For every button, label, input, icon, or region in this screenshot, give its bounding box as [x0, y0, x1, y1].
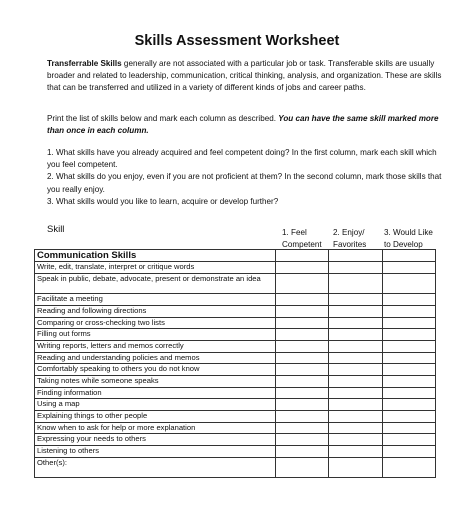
intro-bold-lead: Transferrable Skills [47, 59, 122, 68]
skill-label: Taking notes while someone speaks [35, 376, 276, 388]
checkbox-cell[interactable] [276, 446, 329, 458]
table-row [35, 399, 436, 411]
checkbox-cell[interactable] [382, 387, 435, 399]
checkbox-cell[interactable] [382, 294, 435, 306]
table-row [35, 305, 436, 317]
column-header-line: Competent [282, 239, 322, 249]
step-3: 3. What skills would you like to learn, acquire or develop further? [47, 196, 279, 206]
skill-label: Other(s): [35, 457, 276, 477]
checkbox-cell[interactable] [276, 434, 329, 446]
checkbox-cell[interactable] [276, 305, 329, 317]
checkbox-cell[interactable] [276, 294, 329, 306]
skill-column-header: Skill [47, 224, 65, 235]
instruction-paragraph [47, 113, 447, 137]
column-header-line: to Develop [384, 239, 423, 249]
table-row [35, 446, 436, 458]
skill-label: Listening to others [35, 446, 276, 458]
steps-list [47, 147, 447, 208]
step-2: 2. What skills do you enjoy, even if you are not proficient at them? In the second column, mark those skills that you really enjoy. [47, 172, 442, 194]
skill-label: Finding information [35, 387, 276, 399]
checkbox-cell[interactable] [382, 434, 435, 446]
checkbox-cell[interactable] [382, 329, 435, 341]
checkbox-cell[interactable] [329, 317, 382, 329]
page-title: Skills Assessment Worksheet [134, 33, 340, 49]
checkbox-cell[interactable] [329, 329, 382, 341]
table-row [35, 340, 436, 352]
table-row [35, 364, 436, 376]
checkbox-cell[interactable] [382, 422, 435, 434]
table-row [35, 317, 436, 329]
category-label: Communication Skills [35, 250, 276, 262]
checkbox-cell[interactable] [329, 294, 382, 306]
column-header-competent [282, 227, 322, 250]
checkbox-cell[interactable] [329, 364, 382, 376]
column-header-line: 1. Feel [282, 228, 307, 237]
category-row [35, 250, 436, 262]
checkbox-cell[interactable] [329, 446, 382, 458]
checkbox-cell[interactable] [329, 411, 382, 423]
column-header-enjoy [333, 227, 366, 250]
checkbox-cell[interactable] [382, 399, 435, 411]
column-header-line: 3. Would Like [384, 228, 433, 237]
checkbox-cell[interactable] [276, 329, 329, 341]
checkbox-cell[interactable] [382, 262, 435, 274]
checkbox-cell[interactable] [329, 376, 382, 388]
skill-label: Facilitate a meeting [35, 294, 276, 306]
checkbox-cell[interactable] [382, 340, 435, 352]
skill-label: Reading and understanding policies and memos [35, 352, 276, 364]
skill-label: Write, edit, translate, interpret or critique words [35, 262, 276, 274]
checkbox-cell[interactable] [329, 352, 382, 364]
skill-label: Comparing or cross-checking two lists [35, 317, 276, 329]
checkbox-cell[interactable] [276, 411, 329, 423]
skill-label: Reading and following directions [35, 305, 276, 317]
table-row [35, 434, 436, 446]
checkbox-cell[interactable] [382, 457, 435, 477]
column-header-line: Favorites [333, 239, 367, 249]
table-row [35, 352, 436, 364]
checkbox-cell[interactable] [382, 376, 435, 388]
checkbox-cell[interactable] [329, 273, 382, 294]
checkbox-cell[interactable] [329, 387, 382, 399]
skill-label: Comfortably speaking to others you do not know [35, 364, 276, 376]
checkbox-cell[interactable] [276, 317, 329, 329]
checkbox-cell[interactable] [276, 340, 329, 352]
table-row [35, 273, 436, 294]
checkbox-cell[interactable] [329, 399, 382, 411]
checkbox-cell[interactable] [329, 434, 382, 446]
intro-text: generally are not associated with a particular job or task. Transferable skills are usually broader and related to leadership, communication, critical thinking, analysis, and organization. These are skills that can be transferred and utilized in a variety of different kinds of jobs and career paths. [47, 59, 442, 93]
table-row [35, 376, 436, 388]
checkbox-cell[interactable] [382, 411, 435, 423]
skill-label: Writing reports, letters and memos correctly [35, 340, 276, 352]
skill-label: Explaining things to other people [35, 411, 276, 423]
step-1: 1. What skills have you already acquired and feel competent doing? In the first column, mark each skill which you feel competent. [47, 148, 437, 170]
checkbox-cell[interactable] [276, 376, 329, 388]
checkbox-cell[interactable] [276, 399, 329, 411]
table-row [35, 262, 436, 274]
instruction-emphasis: You can have the same skill marked more than once in each column. [47, 114, 439, 136]
column-header-line: 2. Enjoy/ [333, 228, 365, 237]
table-row [35, 329, 436, 341]
column-header-develop [384, 227, 433, 250]
skill-label: Know when to ask for help or more explanation [35, 422, 276, 434]
checkbox-cell[interactable] [329, 340, 382, 352]
table-row [35, 422, 436, 434]
checkbox-cell[interactable] [276, 387, 329, 399]
table-row [35, 387, 436, 399]
checkbox-cell[interactable] [329, 422, 382, 434]
checkbox-cell[interactable] [382, 352, 435, 364]
skill-label: Speak in public, debate, advocate, present or demonstrate an idea [35, 273, 276, 294]
skills-table-body [35, 250, 436, 478]
checkbox-cell[interactable] [276, 422, 329, 434]
table-row [35, 457, 436, 477]
checkbox-cell[interactable] [382, 250, 435, 262]
checkbox-cell[interactable] [276, 250, 329, 262]
checkbox-cell[interactable] [276, 364, 329, 376]
checkbox-cell[interactable] [382, 317, 435, 329]
instruction-text: Print the list of skills below and mark each column as described. [47, 114, 279, 123]
checkbox-cell[interactable] [329, 457, 382, 477]
checkbox-cell[interactable] [276, 262, 329, 274]
skill-label: Using a map [35, 399, 276, 411]
skill-label: Filling out forms [35, 329, 276, 341]
skills-table [34, 249, 436, 478]
checkbox-cell[interactable] [276, 352, 329, 364]
checkbox-cell[interactable] [329, 305, 382, 317]
checkbox-cell[interactable] [382, 446, 435, 458]
intro-paragraph [47, 58, 447, 95]
table-row [35, 294, 436, 306]
skill-label: Expressing your needs to others [35, 434, 276, 446]
checkbox-cell[interactable] [329, 262, 382, 274]
checkbox-cell[interactable] [382, 305, 435, 317]
checkbox-cell[interactable] [276, 457, 329, 477]
checkbox-cell[interactable] [382, 273, 435, 294]
table-row [35, 411, 436, 423]
checkbox-cell[interactable] [329, 250, 382, 262]
checkbox-cell[interactable] [382, 364, 435, 376]
checkbox-cell[interactable] [276, 273, 329, 294]
